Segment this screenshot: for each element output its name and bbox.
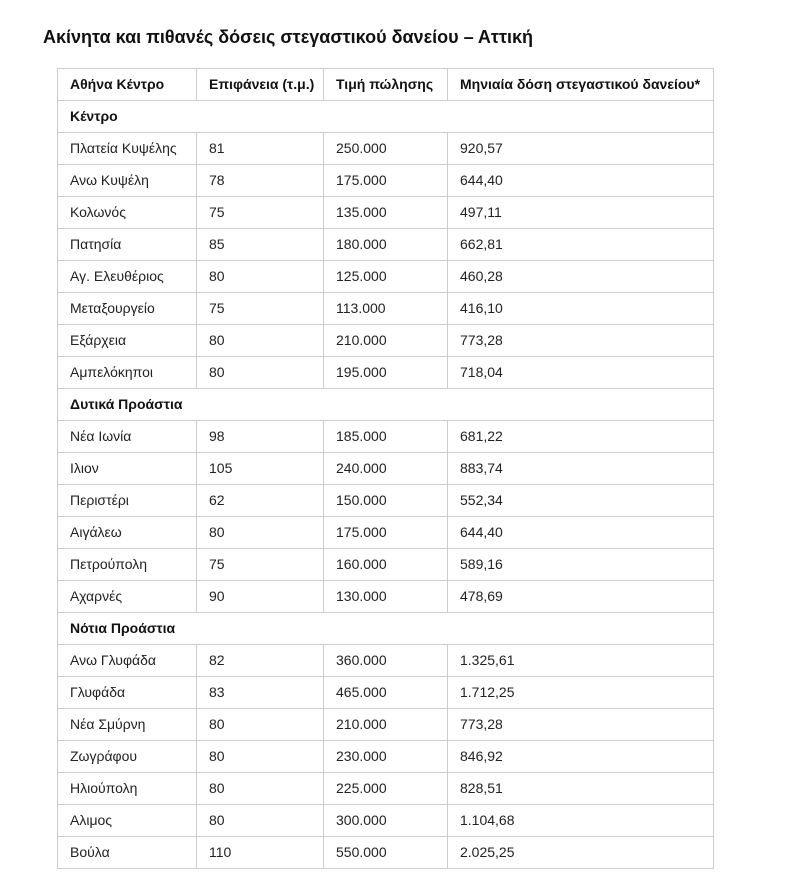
col-header-surface: Επιφάνεια (τ.μ.) [197, 69, 324, 101]
cell-surface: 90 [197, 581, 324, 613]
cell-monthly-installment: 828,51 [448, 773, 714, 805]
cell-area-name: Πατησία [58, 229, 197, 261]
cell-surface: 78 [197, 165, 324, 197]
cell-surface: 80 [197, 741, 324, 773]
cell-monthly-installment: 846,92 [448, 741, 714, 773]
cell-area-name: Ιλιον [58, 453, 197, 485]
cell-surface: 75 [197, 549, 324, 581]
cell-sale-price: 175.000 [324, 165, 448, 197]
cell-area-name: Περιστέρι [58, 485, 197, 517]
cell-area-name: Γλυφάδα [58, 677, 197, 709]
cell-sale-price: 210.000 [324, 709, 448, 741]
cell-surface: 81 [197, 133, 324, 165]
cell-monthly-installment: 460,28 [448, 261, 714, 293]
cell-area-name: Εξάρχεια [58, 325, 197, 357]
cell-area-name: Κολωνός [58, 197, 197, 229]
cell-surface: 83 [197, 677, 324, 709]
cell-sale-price: 550.000 [324, 837, 448, 869]
cell-monthly-installment: 681,22 [448, 421, 714, 453]
table-row [58, 677, 714, 709]
section-row [58, 613, 714, 645]
table-row [58, 325, 714, 357]
cell-monthly-installment: 497,11 [448, 197, 714, 229]
cell-sale-price: 150.000 [324, 485, 448, 517]
cell-area-name: Βούλα [58, 837, 197, 869]
cell-sale-price: 175.000 [324, 517, 448, 549]
table-row [58, 229, 714, 261]
cell-sale-price: 135.000 [324, 197, 448, 229]
table-row [58, 197, 714, 229]
table-row [58, 581, 714, 613]
table-row [58, 773, 714, 805]
cell-surface: 62 [197, 485, 324, 517]
col-header-monthly-installment: Μηνιαία δόση στεγαστικού δανείου* [448, 69, 714, 101]
table-row [58, 421, 714, 453]
cell-sale-price: 300.000 [324, 805, 448, 837]
table-row [58, 357, 714, 389]
col-header-area-name: Αθήνα Κέντρο [58, 69, 197, 101]
cell-monthly-installment: 478,69 [448, 581, 714, 613]
table-row [58, 549, 714, 581]
cell-monthly-installment: 662,81 [448, 229, 714, 261]
cell-surface: 80 [197, 357, 324, 389]
cell-area-name: Ηλιούπολη [58, 773, 197, 805]
cell-monthly-installment: 589,16 [448, 549, 714, 581]
section-row [58, 389, 714, 421]
cell-sale-price: 250.000 [324, 133, 448, 165]
col-header-sale-price: Τιμή πώλησης [324, 69, 448, 101]
cell-sale-price: 230.000 [324, 741, 448, 773]
cell-sale-price: 240.000 [324, 453, 448, 485]
table-row [58, 805, 714, 837]
cell-area-name: Αιγάλεω [58, 517, 197, 549]
cell-sale-price: 465.000 [324, 677, 448, 709]
cell-sale-price: 125.000 [324, 261, 448, 293]
cell-monthly-installment: 1.104,68 [448, 805, 714, 837]
table-row [58, 453, 714, 485]
table-row [58, 165, 714, 197]
cell-area-name: Νέα Ιωνία [58, 421, 197, 453]
cell-sale-price: 130.000 [324, 581, 448, 613]
table-row [58, 133, 714, 165]
cell-surface: 75 [197, 197, 324, 229]
property-installments-table [57, 68, 714, 869]
cell-monthly-installment: 773,28 [448, 325, 714, 357]
cell-area-name: Νέα Σμύρνη [58, 709, 197, 741]
cell-sale-price: 180.000 [324, 229, 448, 261]
cell-sale-price: 160.000 [324, 549, 448, 581]
table-row [58, 645, 714, 677]
cell-monthly-installment: 718,04 [448, 357, 714, 389]
cell-surface: 80 [197, 805, 324, 837]
cell-monthly-installment: 2.025,25 [448, 837, 714, 869]
cell-monthly-installment: 1.325,61 [448, 645, 714, 677]
cell-area-name: Αμπελόκηποι [58, 357, 197, 389]
cell-area-name: Ανω Γλυφάδα [58, 645, 197, 677]
cell-surface: 80 [197, 517, 324, 549]
cell-surface: 98 [197, 421, 324, 453]
cell-area-name: Πλατεία Κυψέλης [58, 133, 197, 165]
section-label: Νότια Προάστια [58, 613, 714, 645]
cell-sale-price: 195.000 [324, 357, 448, 389]
cell-monthly-installment: 920,57 [448, 133, 714, 165]
cell-monthly-installment: 644,40 [448, 517, 714, 549]
table-row [58, 709, 714, 741]
cell-area-name: Αλιμος [58, 805, 197, 837]
table-header-row [58, 69, 714, 101]
cell-sale-price: 225.000 [324, 773, 448, 805]
cell-surface: 82 [197, 645, 324, 677]
cell-area-name: Πετρούπολη [58, 549, 197, 581]
table-row [58, 261, 714, 293]
cell-monthly-installment: 644,40 [448, 165, 714, 197]
cell-surface: 80 [197, 261, 324, 293]
cell-monthly-installment: 773,28 [448, 709, 714, 741]
cell-surface: 75 [197, 293, 324, 325]
cell-sale-price: 210.000 [324, 325, 448, 357]
table-row [58, 837, 714, 869]
cell-monthly-installment: 883,74 [448, 453, 714, 485]
section-label: Κέντρο [58, 101, 714, 133]
cell-sale-price: 360.000 [324, 645, 448, 677]
cell-monthly-installment: 552,34 [448, 485, 714, 517]
table-row [58, 293, 714, 325]
table-body [58, 101, 714, 869]
table-row [58, 517, 714, 549]
page-title: Ακίνητα και πιθανές δόσεις στεγαστικού δανείου – Αττική [43, 27, 534, 47]
section-label: Δυτικά Προάστια [58, 389, 714, 421]
cell-surface: 80 [197, 325, 324, 357]
cell-sale-price: 113.000 [324, 293, 448, 325]
cell-surface: 85 [197, 229, 324, 261]
cell-surface: 80 [197, 709, 324, 741]
cell-surface: 80 [197, 773, 324, 805]
cell-area-name: Ανω Κυψέλη [58, 165, 197, 197]
cell-area-name: Μεταξουργείο [58, 293, 197, 325]
cell-surface: 105 [197, 453, 324, 485]
cell-monthly-installment: 1.712,25 [448, 677, 714, 709]
cell-surface: 110 [197, 837, 324, 869]
table-row [58, 485, 714, 517]
cell-area-name: Ζωγράφου [58, 741, 197, 773]
cell-area-name: Αγ. Ελευθέριος [58, 261, 197, 293]
cell-monthly-installment: 416,10 [448, 293, 714, 325]
cell-sale-price: 185.000 [324, 421, 448, 453]
table-row [58, 741, 714, 773]
section-row [58, 101, 714, 133]
cell-area-name: Αχαρνές [58, 581, 197, 613]
